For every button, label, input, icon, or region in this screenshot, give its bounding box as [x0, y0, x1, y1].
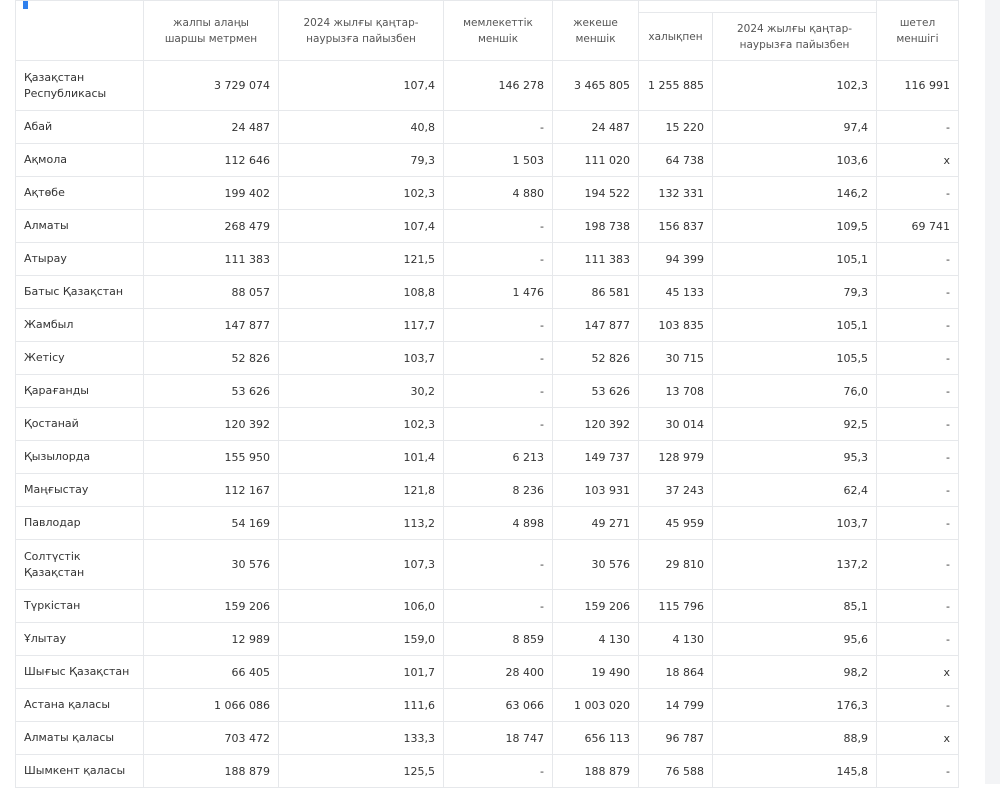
table-row — [16, 210, 959, 243]
header-pct: 2024 жылғы қаңтар-наурызға пайызбен — [279, 1, 444, 61]
cell-value: 107,4 — [279, 61, 444, 111]
cell-value: - — [877, 623, 959, 656]
cell-value: 85,1 — [713, 590, 877, 623]
cell-value: x — [877, 722, 959, 755]
cell-value: 3 729 074 — [144, 61, 279, 111]
region-name: Астана қаласы — [16, 689, 144, 722]
region-name: Шымкент қаласы — [16, 755, 144, 788]
cell-value: 116 991 — [877, 61, 959, 111]
cell-value: 53 626 — [144, 375, 279, 408]
table-row — [16, 111, 959, 144]
region-name: Ақмола — [16, 144, 144, 177]
cell-value: 30 014 — [639, 408, 713, 441]
cell-value: 1 066 086 — [144, 689, 279, 722]
region-name: Батыс Қазақстан — [16, 276, 144, 309]
cell-value: 8 859 — [444, 623, 553, 656]
cell-value: 95,3 — [713, 441, 877, 474]
cell-value: 194 522 — [553, 177, 639, 210]
table-row — [16, 689, 959, 722]
table-row — [16, 722, 959, 755]
cell-value: - — [444, 375, 553, 408]
cell-value: 8 236 — [444, 474, 553, 507]
cell-value: 656 113 — [553, 722, 639, 755]
region-name: Жамбыл — [16, 309, 144, 342]
cell-value: 120 392 — [553, 408, 639, 441]
cell-value: 101,7 — [279, 656, 444, 689]
cell-value: 13 708 — [639, 375, 713, 408]
cell-value: 147 877 — [553, 309, 639, 342]
table-row — [16, 507, 959, 540]
cell-value: 188 879 — [144, 755, 279, 788]
header-population-pct: 2024 жылғы қаңтар-наурызға пайызбен — [713, 13, 877, 61]
table-row — [16, 540, 959, 590]
cell-value: 4 880 — [444, 177, 553, 210]
cell-value: 156 837 — [639, 210, 713, 243]
header-total-area: жалпы алаңы шаршы метрмен — [144, 1, 279, 61]
region-name: Алматы қаласы — [16, 722, 144, 755]
cell-value: 30 576 — [144, 540, 279, 590]
cell-value: 40,8 — [279, 111, 444, 144]
table-row — [16, 61, 959, 111]
cell-value: 103,7 — [279, 342, 444, 375]
region-name: Қазақстан Республикасы — [16, 61, 144, 111]
cell-value: 117,7 — [279, 309, 444, 342]
cell-value: 15 220 — [639, 111, 713, 144]
cell-value: 19 490 — [553, 656, 639, 689]
cell-value: - — [444, 590, 553, 623]
cell-value: 159,0 — [279, 623, 444, 656]
cell-value: 79,3 — [713, 276, 877, 309]
cell-value: 18 747 — [444, 722, 553, 755]
cell-value: 107,4 — [279, 210, 444, 243]
cell-value: 121,8 — [279, 474, 444, 507]
cell-value: - — [877, 689, 959, 722]
cell-value: 112 167 — [144, 474, 279, 507]
cell-value: 4 898 — [444, 507, 553, 540]
cell-value: 76,0 — [713, 375, 877, 408]
table-row — [16, 656, 959, 689]
cell-value: 45 959 — [639, 507, 713, 540]
table-row — [16, 309, 959, 342]
cell-value: 145,8 — [713, 755, 877, 788]
cell-value: 105,1 — [713, 243, 877, 276]
cell-value: 147 877 — [144, 309, 279, 342]
table-row — [16, 177, 959, 210]
cell-value: 198 738 — [553, 210, 639, 243]
cell-value: 88 057 — [144, 276, 279, 309]
cell-value: 37 243 — [639, 474, 713, 507]
cell-value: 12 989 — [144, 623, 279, 656]
cell-value: 53 626 — [553, 375, 639, 408]
region-name: Маңғыстау — [16, 474, 144, 507]
region-name: Қарағанды — [16, 375, 144, 408]
cell-value: - — [444, 342, 553, 375]
header-population: халықпен — [639, 13, 713, 61]
cell-value: 703 472 — [144, 722, 279, 755]
region-name: Қызылорда — [16, 441, 144, 474]
cell-value: 30 715 — [639, 342, 713, 375]
region-name: Абай — [16, 111, 144, 144]
cell-value: 1 255 885 — [639, 61, 713, 111]
region-name: Ақтөбе — [16, 177, 144, 210]
cell-value: 96 787 — [639, 722, 713, 755]
cell-value: 188 879 — [553, 755, 639, 788]
cell-value: 146,2 — [713, 177, 877, 210]
region-name: Павлодар — [16, 507, 144, 540]
header-private: жекеше меншік — [553, 1, 639, 61]
cell-value: 6 213 — [444, 441, 553, 474]
region-name: Жетісу — [16, 342, 144, 375]
cell-value: 76 588 — [639, 755, 713, 788]
table-row — [16, 375, 959, 408]
cell-value: 113,2 — [279, 507, 444, 540]
cell-value: 14 799 — [639, 689, 713, 722]
table-row — [16, 243, 959, 276]
cell-value: 97,4 — [713, 111, 877, 144]
cell-value: 3 465 805 — [553, 61, 639, 111]
cell-value: 108,8 — [279, 276, 444, 309]
cell-value: 132 331 — [639, 177, 713, 210]
region-name: Алматы — [16, 210, 144, 243]
cell-value: - — [444, 210, 553, 243]
cell-value: - — [877, 755, 959, 788]
cell-value: 24 487 — [144, 111, 279, 144]
region-name: Қостанай — [16, 408, 144, 441]
cell-value: 268 479 — [144, 210, 279, 243]
table-row — [16, 144, 959, 177]
region-name: Атырау — [16, 243, 144, 276]
cell-value: 159 206 — [553, 590, 639, 623]
table-row — [16, 342, 959, 375]
cell-value: 120 392 — [144, 408, 279, 441]
cell-value: 94 399 — [639, 243, 713, 276]
cell-value: 52 826 — [144, 342, 279, 375]
cell-value: x — [877, 144, 959, 177]
cell-value: 102,3 — [279, 408, 444, 441]
cell-value: - — [877, 111, 959, 144]
table-row — [16, 474, 959, 507]
table-row — [16, 408, 959, 441]
cell-value: - — [877, 342, 959, 375]
region-name: Солтүстік Қазақстан — [16, 540, 144, 590]
cell-value: 45 133 — [639, 276, 713, 309]
cell-value: 1 476 — [444, 276, 553, 309]
cell-value: 86 581 — [553, 276, 639, 309]
cell-value: 109,5 — [713, 210, 877, 243]
cell-value: - — [877, 474, 959, 507]
cell-value: 63 066 — [444, 689, 553, 722]
cell-value: 30 576 — [553, 540, 639, 590]
cell-value: 49 271 — [553, 507, 639, 540]
cell-value: 102,3 — [713, 61, 877, 111]
cell-value: - — [444, 540, 553, 590]
cell-value: 79,3 — [279, 144, 444, 177]
page-gutter — [985, 0, 1000, 784]
cell-value: - — [877, 243, 959, 276]
cell-value: 101,4 — [279, 441, 444, 474]
cell-value: 62,4 — [713, 474, 877, 507]
cell-value: - — [877, 441, 959, 474]
cell-value: - — [444, 755, 553, 788]
cell-value: 146 278 — [444, 61, 553, 111]
cell-value: - — [877, 276, 959, 309]
cell-value: 18 864 — [639, 656, 713, 689]
cell-value: 115 796 — [639, 590, 713, 623]
cell-value: 69 741 — [877, 210, 959, 243]
header-region — [16, 1, 144, 61]
cell-value: 88,9 — [713, 722, 877, 755]
region-name: Ұлытау — [16, 623, 144, 656]
cell-value: - — [444, 309, 553, 342]
table-row — [16, 590, 959, 623]
cell-value: 125,5 — [279, 755, 444, 788]
cell-value: 24 487 — [553, 111, 639, 144]
cell-value: 111 020 — [553, 144, 639, 177]
cell-value: 4 130 — [553, 623, 639, 656]
cell-value: 112 646 — [144, 144, 279, 177]
cell-value: x — [877, 656, 959, 689]
cell-value: - — [877, 177, 959, 210]
cell-value: - — [877, 590, 959, 623]
cell-value: 30,2 — [279, 375, 444, 408]
cell-value: 111 383 — [553, 243, 639, 276]
cell-value: - — [877, 375, 959, 408]
cell-value: 98,2 — [713, 656, 877, 689]
table-row — [16, 623, 959, 656]
cell-value: 121,5 — [279, 243, 444, 276]
cell-value: - — [444, 408, 553, 441]
cell-value: 111 383 — [144, 243, 279, 276]
cell-value: 103 931 — [553, 474, 639, 507]
cell-value: - — [877, 507, 959, 540]
cell-value: 111,6 — [279, 689, 444, 722]
cell-value: 52 826 — [553, 342, 639, 375]
housing-table — [15, 0, 959, 788]
cell-value: 28 400 — [444, 656, 553, 689]
cell-value: 54 169 — [144, 507, 279, 540]
cell-value: 64 738 — [639, 144, 713, 177]
cell-value: 155 950 — [144, 441, 279, 474]
region-name: Түркістан — [16, 590, 144, 623]
cell-value: 66 405 — [144, 656, 279, 689]
cell-value: 103,6 — [713, 144, 877, 177]
cell-value: 95,6 — [713, 623, 877, 656]
cell-value: 159 206 — [144, 590, 279, 623]
cell-value: - — [877, 309, 959, 342]
cell-value: 106,0 — [279, 590, 444, 623]
region-name: Шығыс Қазақстан — [16, 656, 144, 689]
cell-value: - — [877, 540, 959, 590]
header-foreign: шетел меншігі — [877, 1, 959, 61]
cell-value: 29 810 — [639, 540, 713, 590]
cell-value: 102,3 — [279, 177, 444, 210]
cell-value: - — [877, 408, 959, 441]
cell-value: 133,3 — [279, 722, 444, 755]
cell-value: - — [444, 111, 553, 144]
cell-value: 103,7 — [713, 507, 877, 540]
cell-value: 199 402 — [144, 177, 279, 210]
cell-value: 92,5 — [713, 408, 877, 441]
table-row — [16, 276, 959, 309]
table-row — [16, 441, 959, 474]
cell-value: - — [444, 243, 553, 276]
cell-value: 103 835 — [639, 309, 713, 342]
cell-value: 4 130 — [639, 623, 713, 656]
cell-value: 1 503 — [444, 144, 553, 177]
cell-value: 128 979 — [639, 441, 713, 474]
cell-value: 105,1 — [713, 309, 877, 342]
cell-value: 107,3 — [279, 540, 444, 590]
cell-value: 105,5 — [713, 342, 877, 375]
cell-value: 149 737 — [553, 441, 639, 474]
cell-value: 1 003 020 — [553, 689, 639, 722]
table-row — [16, 755, 959, 788]
cell-value: 176,3 — [713, 689, 877, 722]
cell-value: 137,2 — [713, 540, 877, 590]
header-group — [639, 1, 877, 13]
header-state: мемлекеттік меншік — [444, 1, 553, 61]
